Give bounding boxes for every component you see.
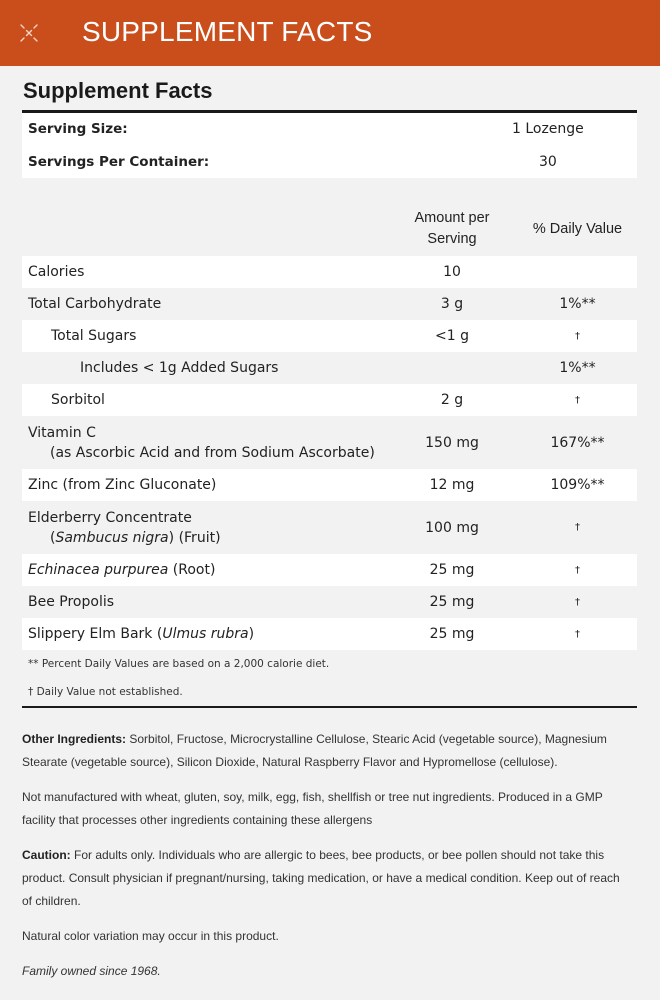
nutrient-name: Zinc (from Zinc Gluconate) bbox=[28, 477, 217, 493]
table-row bbox=[22, 320, 637, 352]
nutrient-amount: 25 mg bbox=[429, 594, 475, 610]
footnote-percent-dv: ** Percent Daily Values are based on a 2,000 calorie diet. bbox=[22, 650, 637, 678]
nutrient-dv: † bbox=[575, 628, 580, 640]
caution-label: Caution: bbox=[22, 848, 71, 862]
nutrient-dv: 167%** bbox=[550, 434, 605, 451]
serving-size-label: Serving Size: bbox=[28, 121, 128, 137]
daily-value-header: % Daily Value bbox=[532, 220, 623, 237]
other-ingredients-label: Other Ingredients: bbox=[22, 732, 127, 746]
nutrient-name: Total Sugars bbox=[51, 328, 137, 344]
column-header-row bbox=[22, 202, 637, 256]
table-row bbox=[22, 501, 637, 554]
nutrient-name: Calories bbox=[28, 264, 85, 280]
nutrient-amount: <1 g bbox=[435, 328, 469, 344]
supplement-facts-panel bbox=[22, 74, 637, 708]
footnote-dv-not-established: † Daily Value not established. bbox=[22, 678, 637, 706]
header-title: SUPPLEMENT FACTS bbox=[82, 16, 373, 47]
nutrient-dv: † bbox=[575, 564, 580, 576]
nutrient-name: Slippery Elm Bark (Ulmus rubra) bbox=[28, 626, 255, 642]
nutrient-dv: 1%** bbox=[559, 296, 596, 312]
table-row bbox=[22, 352, 637, 384]
color-variation-note: Natural color variation may occur in this product. bbox=[22, 929, 279, 943]
allergen-statement: Not manufactured with wheat, gluten, soy, milk, egg, fish, shellfish or tree nut ingredients. Produced in a GMP facility that processes other ingredients containing these allergens bbox=[22, 790, 603, 827]
nutrient-amount: 3 g bbox=[440, 296, 464, 312]
table-row bbox=[22, 416, 637, 469]
caution-statement: Caution: For adults only. Individuals who are allergic to bees, bee products, or bee pollen should not take this product. Consult physician if pregnant/nursing, taking medication, or have a medical condition. Keep out of reach of children. bbox=[22, 848, 620, 908]
table-row bbox=[22, 618, 637, 650]
spacer bbox=[22, 178, 637, 202]
nutrient-dv: 1%** bbox=[559, 360, 596, 376]
family-owned-note: Family owned since 1968. bbox=[22, 964, 161, 978]
table-row bbox=[22, 554, 637, 586]
nutrient-dv: † bbox=[575, 596, 580, 608]
nutrient-amount: 150 mg bbox=[425, 434, 479, 451]
nutrient-amount: 25 mg bbox=[429, 626, 475, 642]
table-row bbox=[22, 288, 637, 320]
serving-size-row bbox=[22, 113, 637, 145]
nutrient-amount: 100 mg bbox=[425, 519, 479, 536]
close-x-icon[interactable] bbox=[14, 18, 44, 48]
header-bar bbox=[0, 0, 660, 66]
nutrient-amount: 12 mg bbox=[429, 477, 475, 493]
product-info bbox=[22, 728, 622, 995]
nutrient-dv: † bbox=[575, 394, 580, 406]
nutrient-name: Echinacea purpurea (Root) bbox=[28, 562, 216, 578]
nutrient-name: Bee Propolis bbox=[28, 594, 115, 610]
nutrient-name: Total Carbohydrate bbox=[28, 296, 162, 312]
nutrient-dv: 109%** bbox=[550, 477, 605, 493]
nutrient-amount: 25 mg bbox=[429, 562, 475, 578]
amount-per-serving-header: Amount per Serving bbox=[414, 210, 490, 247]
nutrient-name: Elderberry Concentrate (Sambucus nigra) (Fruit) bbox=[28, 509, 221, 546]
table-row bbox=[22, 469, 637, 501]
nutrient-name: Vitamin C (as Ascorbic Acid and from Sodium Ascorbate) bbox=[28, 424, 375, 461]
table-row bbox=[22, 586, 637, 618]
servings-label: Servings Per Container: bbox=[28, 153, 210, 170]
nutrient-amount: 10 bbox=[443, 264, 461, 280]
nutrient-name: Includes < 1g Added Sugars bbox=[80, 360, 279, 376]
facts-title: Supplement Facts bbox=[23, 78, 213, 103]
nutrient-amount: 2 g bbox=[440, 392, 464, 408]
servings-per-container-row bbox=[22, 145, 637, 178]
servings-value: 30 bbox=[538, 153, 557, 170]
table-row bbox=[22, 256, 637, 288]
nutrient-dv: † bbox=[575, 522, 580, 533]
serving-size-value: 1 Lozenge bbox=[511, 121, 584, 137]
nutrient-name: Sorbitol bbox=[51, 392, 105, 408]
table-row bbox=[22, 384, 637, 416]
nutrient-dv: † bbox=[575, 330, 580, 342]
other-ingredients: Other Ingredients: Sorbitol, Fructose, Microcrystalline Cellulose, Stearic Acid (vegetable source), Magnesium Stearate (vegetable source), Silicon Dioxide, Natural Raspberry Flavor and Hypromellose (cellulose). bbox=[22, 732, 607, 769]
bottom-rule bbox=[22, 706, 637, 708]
